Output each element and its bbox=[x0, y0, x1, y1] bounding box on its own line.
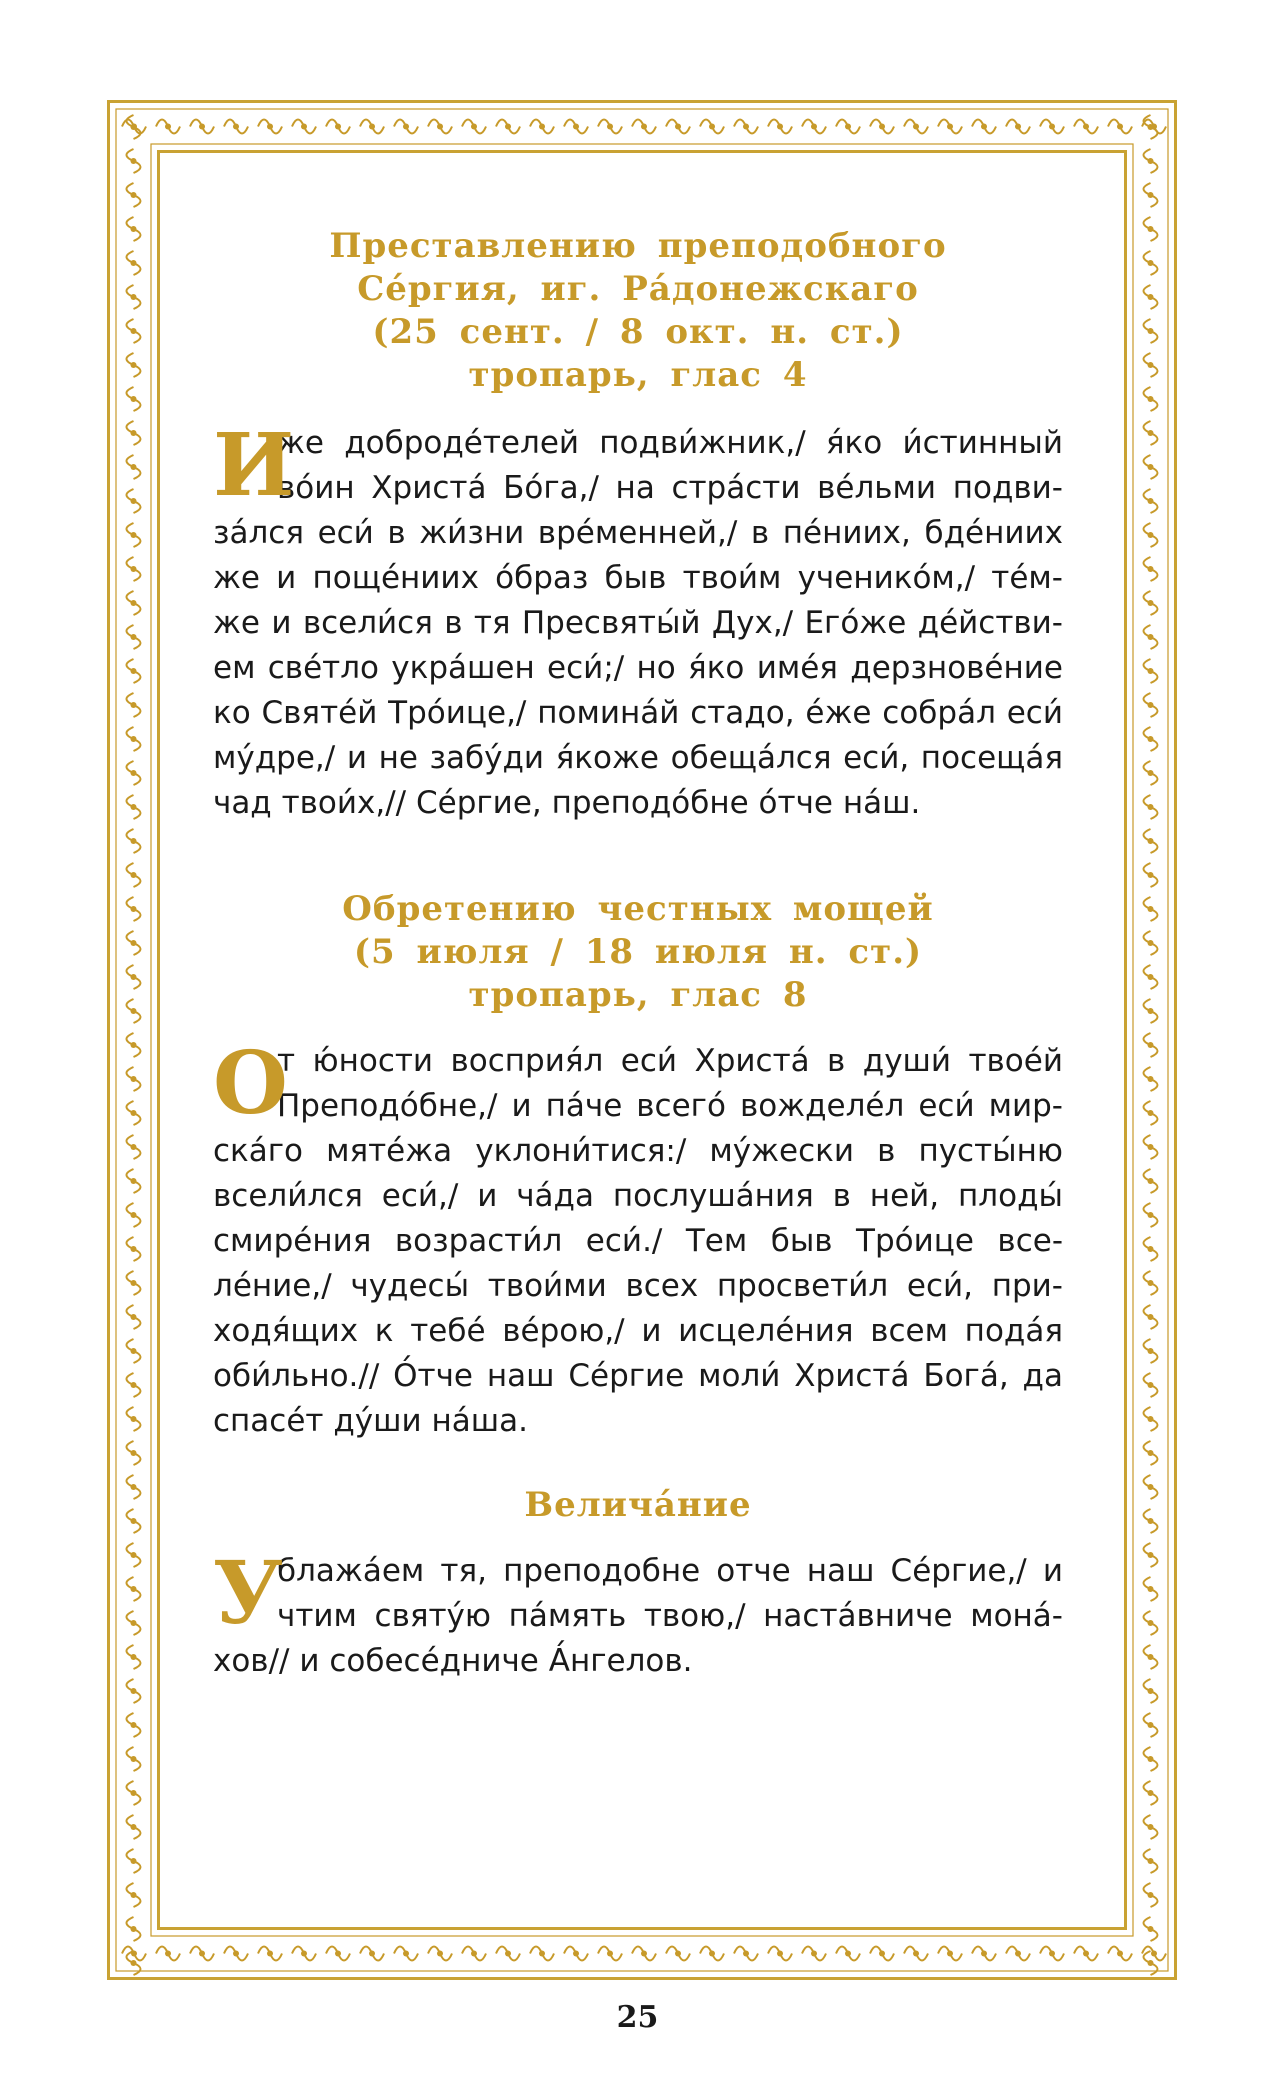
heading-line: Се́ргия, иг. Ра́донежскаго bbox=[357, 269, 919, 309]
text-line: блажа́ем тя, преподобне отче наш Се́ргие,/ и bbox=[277, 1553, 1063, 1589]
text-line: чтим святу́ю па́мять твою,/ наста́вниче мона́- bbox=[277, 1598, 1063, 1634]
text-line: ко Святе́й Тро́ице,/ помина́й стадо, е́же собра́л еси́ bbox=[213, 695, 1063, 731]
section-troparion-relics bbox=[213, 888, 1063, 1444]
text-line: му́дре,/ и не забу́ди я́коже обеща́лся еси́, посеща́я bbox=[213, 740, 1063, 776]
heading-line: Обретению честных мощей bbox=[342, 889, 934, 929]
text-line: же и поще́ниих о́браз быв твои́м ученико́м,/ те́м- bbox=[213, 560, 1063, 596]
drop-cap-letter: У bbox=[213, 1543, 283, 1644]
text-line: хов// и собесе́дниче А́нгелов. bbox=[213, 1643, 693, 1679]
heading-line: Преставлению преподобного bbox=[329, 226, 947, 266]
magnification-text bbox=[213, 1543, 1063, 1684]
text-line: оби́льно.// О́тче наш Се́ргие моли́ Христа́ Бога́, да bbox=[213, 1358, 1063, 1394]
text-line: во́ин Христа́ Бо́га,/ на стра́сти ве́льми подви- bbox=[277, 470, 1063, 506]
page-number: 25 bbox=[616, 2000, 659, 2035]
text-line: ем све́тло укра́шен еси́;/ но я́ко име́я дерзнове́ние bbox=[213, 650, 1063, 686]
page-content bbox=[213, 225, 1063, 1684]
text-line: за́лся еси́ в жи́зни вре́менней,/ в пе́ниих, бде́ниих bbox=[213, 515, 1063, 551]
section-troparion-repose bbox=[213, 225, 1063, 826]
section-heading bbox=[213, 888, 1063, 1017]
drop-cap-letter: О bbox=[213, 1033, 288, 1134]
section-heading bbox=[213, 1484, 1063, 1527]
heading-line: (5 июля / 18 июля н. ст.) bbox=[353, 932, 923, 972]
text-line: же доброде́телей подви́жник,/ я́ко и́стинный bbox=[277, 425, 1063, 461]
section-heading bbox=[213, 225, 1063, 397]
text-line: же и всели́ся в тя Пресвяты́й Дух,/ Его́же де́йстви- bbox=[213, 605, 1063, 641]
troparion-text bbox=[213, 1033, 1063, 1444]
heading-line: Велича́ние bbox=[524, 1485, 752, 1525]
section-magnification bbox=[213, 1484, 1063, 1684]
heading-line: (25 сент. / 8 окт. н. ст.) bbox=[372, 312, 904, 352]
text-line: чад твои́х,// Се́ргие, преподо́бне о́тче на́ш. bbox=[213, 785, 921, 821]
text-line: Преподо́бне,/ и па́че всего́ вожделе́л еси́ мир- bbox=[277, 1088, 1063, 1124]
text-line: смире́ния возрасти́л еси́./ Тем быв Тро́ице все- bbox=[213, 1223, 1063, 1259]
text-line: спасе́т ду́ши на́ша. bbox=[213, 1403, 528, 1439]
drop-cap-letter: И bbox=[213, 415, 295, 516]
heading-line: тропарь, глас 4 bbox=[468, 355, 808, 395]
text-line: ходя́щих к тебе́ ве́рою,/ и исцеле́ния всем пода́я bbox=[213, 1313, 1063, 1349]
text-line: т ю́ности восприя́л еси́ Христа́ в души́ твое́й bbox=[277, 1043, 1063, 1079]
text-line: ска́го мяте́жа уклони́тися:/ му́жески в пусты́ню bbox=[213, 1133, 1063, 1169]
text-line: всели́лся еси́,/ и ча́да послуша́ния в ней, плоды́ bbox=[213, 1178, 1063, 1214]
heading-line: тропарь, глас 8 bbox=[468, 975, 808, 1015]
troparion-text bbox=[213, 415, 1063, 826]
text-line: ле́ние,/ чудесы́ твои́ми всех просвети́л еси́, при- bbox=[213, 1268, 1063, 1304]
